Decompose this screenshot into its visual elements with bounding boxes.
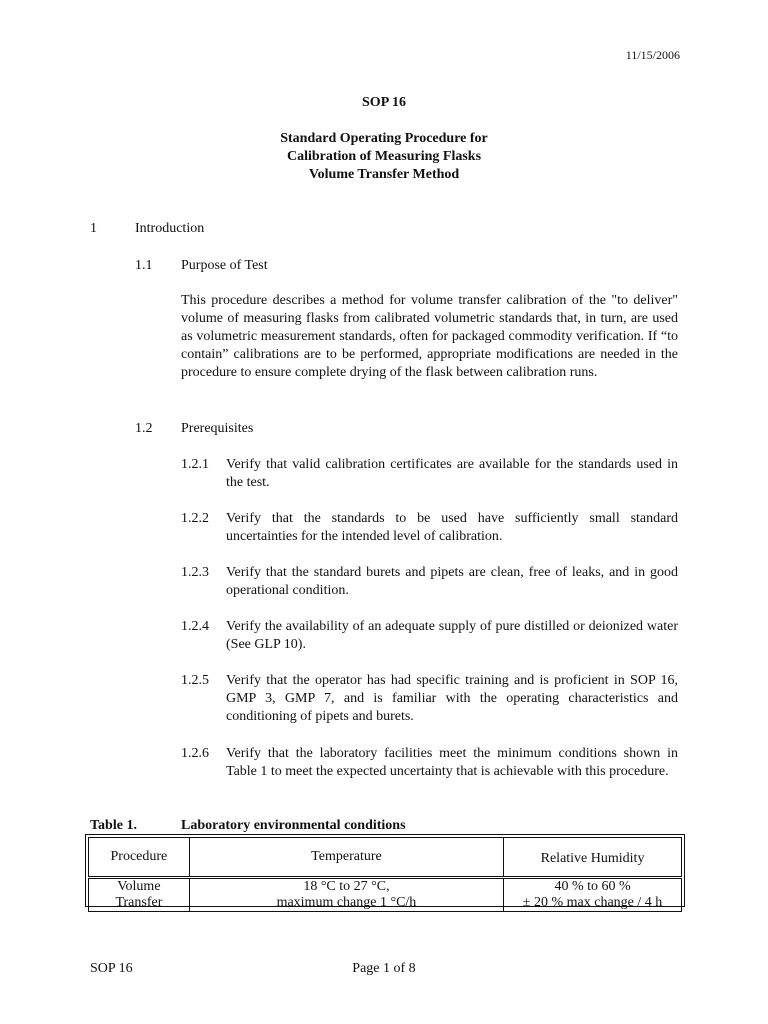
page-number: Page 1 of 8 [352,961,416,976]
item-number: 1.2.2 [181,511,209,526]
section-number: 1 [90,221,97,236]
table-label: Table 1. [90,818,137,833]
footer-sop-number: SOP 16 [90,961,133,976]
subsection-number: 1.1 [135,258,153,273]
subsection-number: 1.2 [135,421,153,436]
title-line: Volume Transfer Method [308,167,460,182]
cell-line: Transfer [115,895,163,910]
cell-temperature [189,878,503,912]
cell-line: Volume [117,879,161,894]
document-date: 11/15/2006 [625,48,680,62]
cell-line: maximum change 1 °C/h [276,895,417,910]
item-number: 1.2.6 [181,746,209,761]
table-row [89,878,682,912]
subsection-title: Prerequisites [181,421,254,436]
item-text: Verify that valid calibration certificates are available for the standards used in the test. [226,457,678,490]
subsection-title: Purpose of Test [181,258,268,273]
item-text: Verify that the laboratory facilities meet the minimum conditions shown in Table 1 to meet the expected uncertainty that is achievable with this procedure. [226,746,678,779]
cell-line: 40 % to 60 % [554,879,631,894]
header-procedure: Procedure [89,838,190,878]
item-text: Verify that the standard burets and pipets are clean, free of leaks, and in good operational condition. [226,565,678,598]
item-number: 1.2.3 [181,565,209,580]
item-text: Verify that the standards to be used have sufficiently small standard uncertainties for the intended level of calibration. [226,511,678,544]
cell-procedure [89,878,190,912]
title-line: Calibration of Measuring Flasks [286,149,482,164]
table-title: Laboratory environmental conditions [181,818,406,833]
item-text: Verify that the operator has had specific training and is proficient in SOP 16, GMP 3, GMP 7, and is familiar with the operating characteristics and conditioning of pipets and burets. [226,673,678,724]
item-number: 1.2.5 [181,673,209,688]
item-text: Verify the availability of an adequate supply of pure distilled or deionized water (See GLP 10). [226,619,678,652]
cell-line: 18 °C to 27 °C, [303,879,390,894]
title-line: Standard Operating Procedure for [280,131,488,146]
item-number: 1.2.1 [181,457,209,472]
procedure-title [0,130,768,184]
item-number: 1.2.4 [181,619,209,634]
cell-humidity [504,878,682,912]
sop-number: SOP 16 [362,95,406,110]
purpose-paragraph: This procedure describes a method for volume transfer calibration of the "to deliver" volume of measuring flasks from calibrated volumetric standards that, in turn, are used as volumetric measurement standards, often for packaged commodity verification. If “to contain” calibrations are to be performed, appropriate modifications are needed in the procedure to ensure complete drying of the flask between calibration runs. [181,293,678,380]
header-temperature: Temperature [189,838,503,878]
cell-line: ± 20 % max change / 4 h [522,895,663,910]
section-title: Introduction [135,221,205,236]
table-header-row [89,838,682,878]
environmental-conditions-table [85,834,685,910]
header-relative-humidity: Relative Humidity [504,838,682,878]
